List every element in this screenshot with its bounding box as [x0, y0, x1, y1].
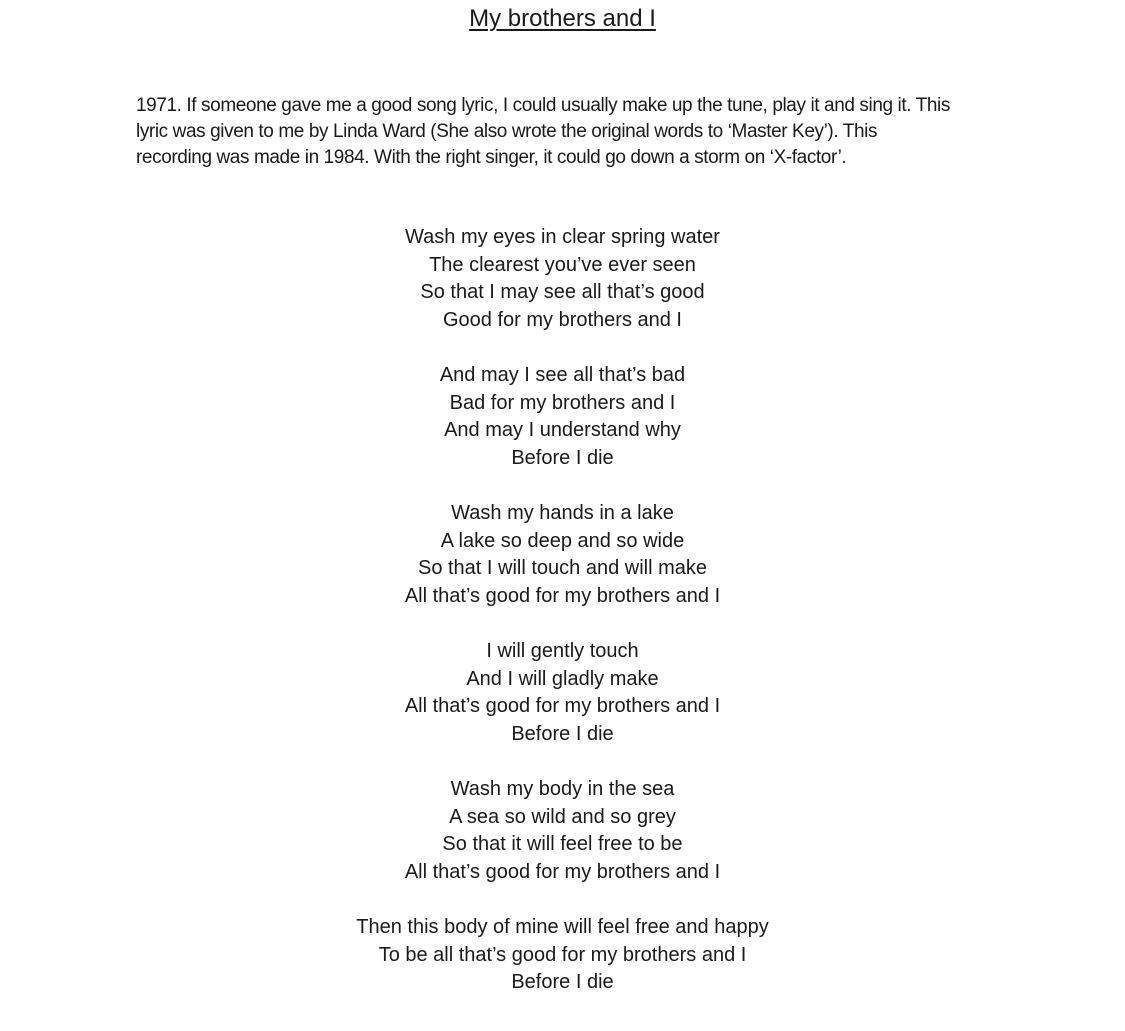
verse-3 — [0, 500, 1125, 610]
verse-line: Wash my hands in a lake — [451, 502, 674, 524]
verse-line: Before I die — [511, 722, 614, 745]
verse-line: Bad for my brothers and I — [449, 391, 676, 414]
page-title: My brothers and I — [469, 5, 656, 32]
verse-line: And I will gladly make — [466, 667, 659, 690]
verse-line: All that’s good for my brothers and I — [404, 695, 721, 717]
verse-line: Good for my brothers and I — [442, 308, 682, 331]
intro-line: recording was made in 1984. With the right singer, it could go down a storm on ‘X-factor’. — [136, 147, 847, 168]
intro-paragraph — [136, 93, 1005, 171]
verse-line: All that’s good for my brothers and I — [404, 584, 721, 607]
verse-line: So that I may see all that’s good — [420, 281, 705, 303]
verse-line: Wash my eyes in clear spring water — [405, 226, 720, 248]
verse-line: To be all that’s good for my brothers and I — [378, 943, 747, 966]
verse-line: All that’s good for my brothers and I — [404, 860, 721, 883]
intro-line: lyric was given to me by Linda Ward (She also wrote the original words to ‘Master Key’). This — [136, 121, 878, 142]
verse-4 — [0, 638, 1125, 748]
verse-line: The clearest you’ve ever seen — [429, 253, 696, 276]
verse-line: Then this body of mine will feel free and happy — [356, 916, 769, 938]
verse-line: I will gently touch — [486, 640, 639, 662]
verse-line: Wash my body in the sea — [450, 778, 675, 800]
verse-2 — [0, 362, 1125, 472]
verse-line: Before I die — [511, 971, 614, 993]
verse-6 — [0, 914, 1125, 997]
verse-line: A lake so deep and so wide — [440, 529, 685, 552]
intro-line: 1971. If someone gave me a good song lyric, I could usually make up the tune, play it and sing it. This — [136, 95, 950, 116]
verse-line: So that it will feel free to be — [442, 833, 683, 855]
verse-5 — [0, 776, 1125, 886]
verse-line: A sea so wild and so grey — [449, 805, 676, 828]
verse-line: And may I understand why — [444, 419, 681, 441]
verse-line: Before I die — [511, 446, 614, 469]
lyrics-section — [0, 224, 1125, 997]
verse-line: So that I will touch and will make — [417, 557, 708, 579]
verse-line: And may I see all that’s bad — [439, 364, 686, 386]
verse-1 — [0, 224, 1125, 334]
